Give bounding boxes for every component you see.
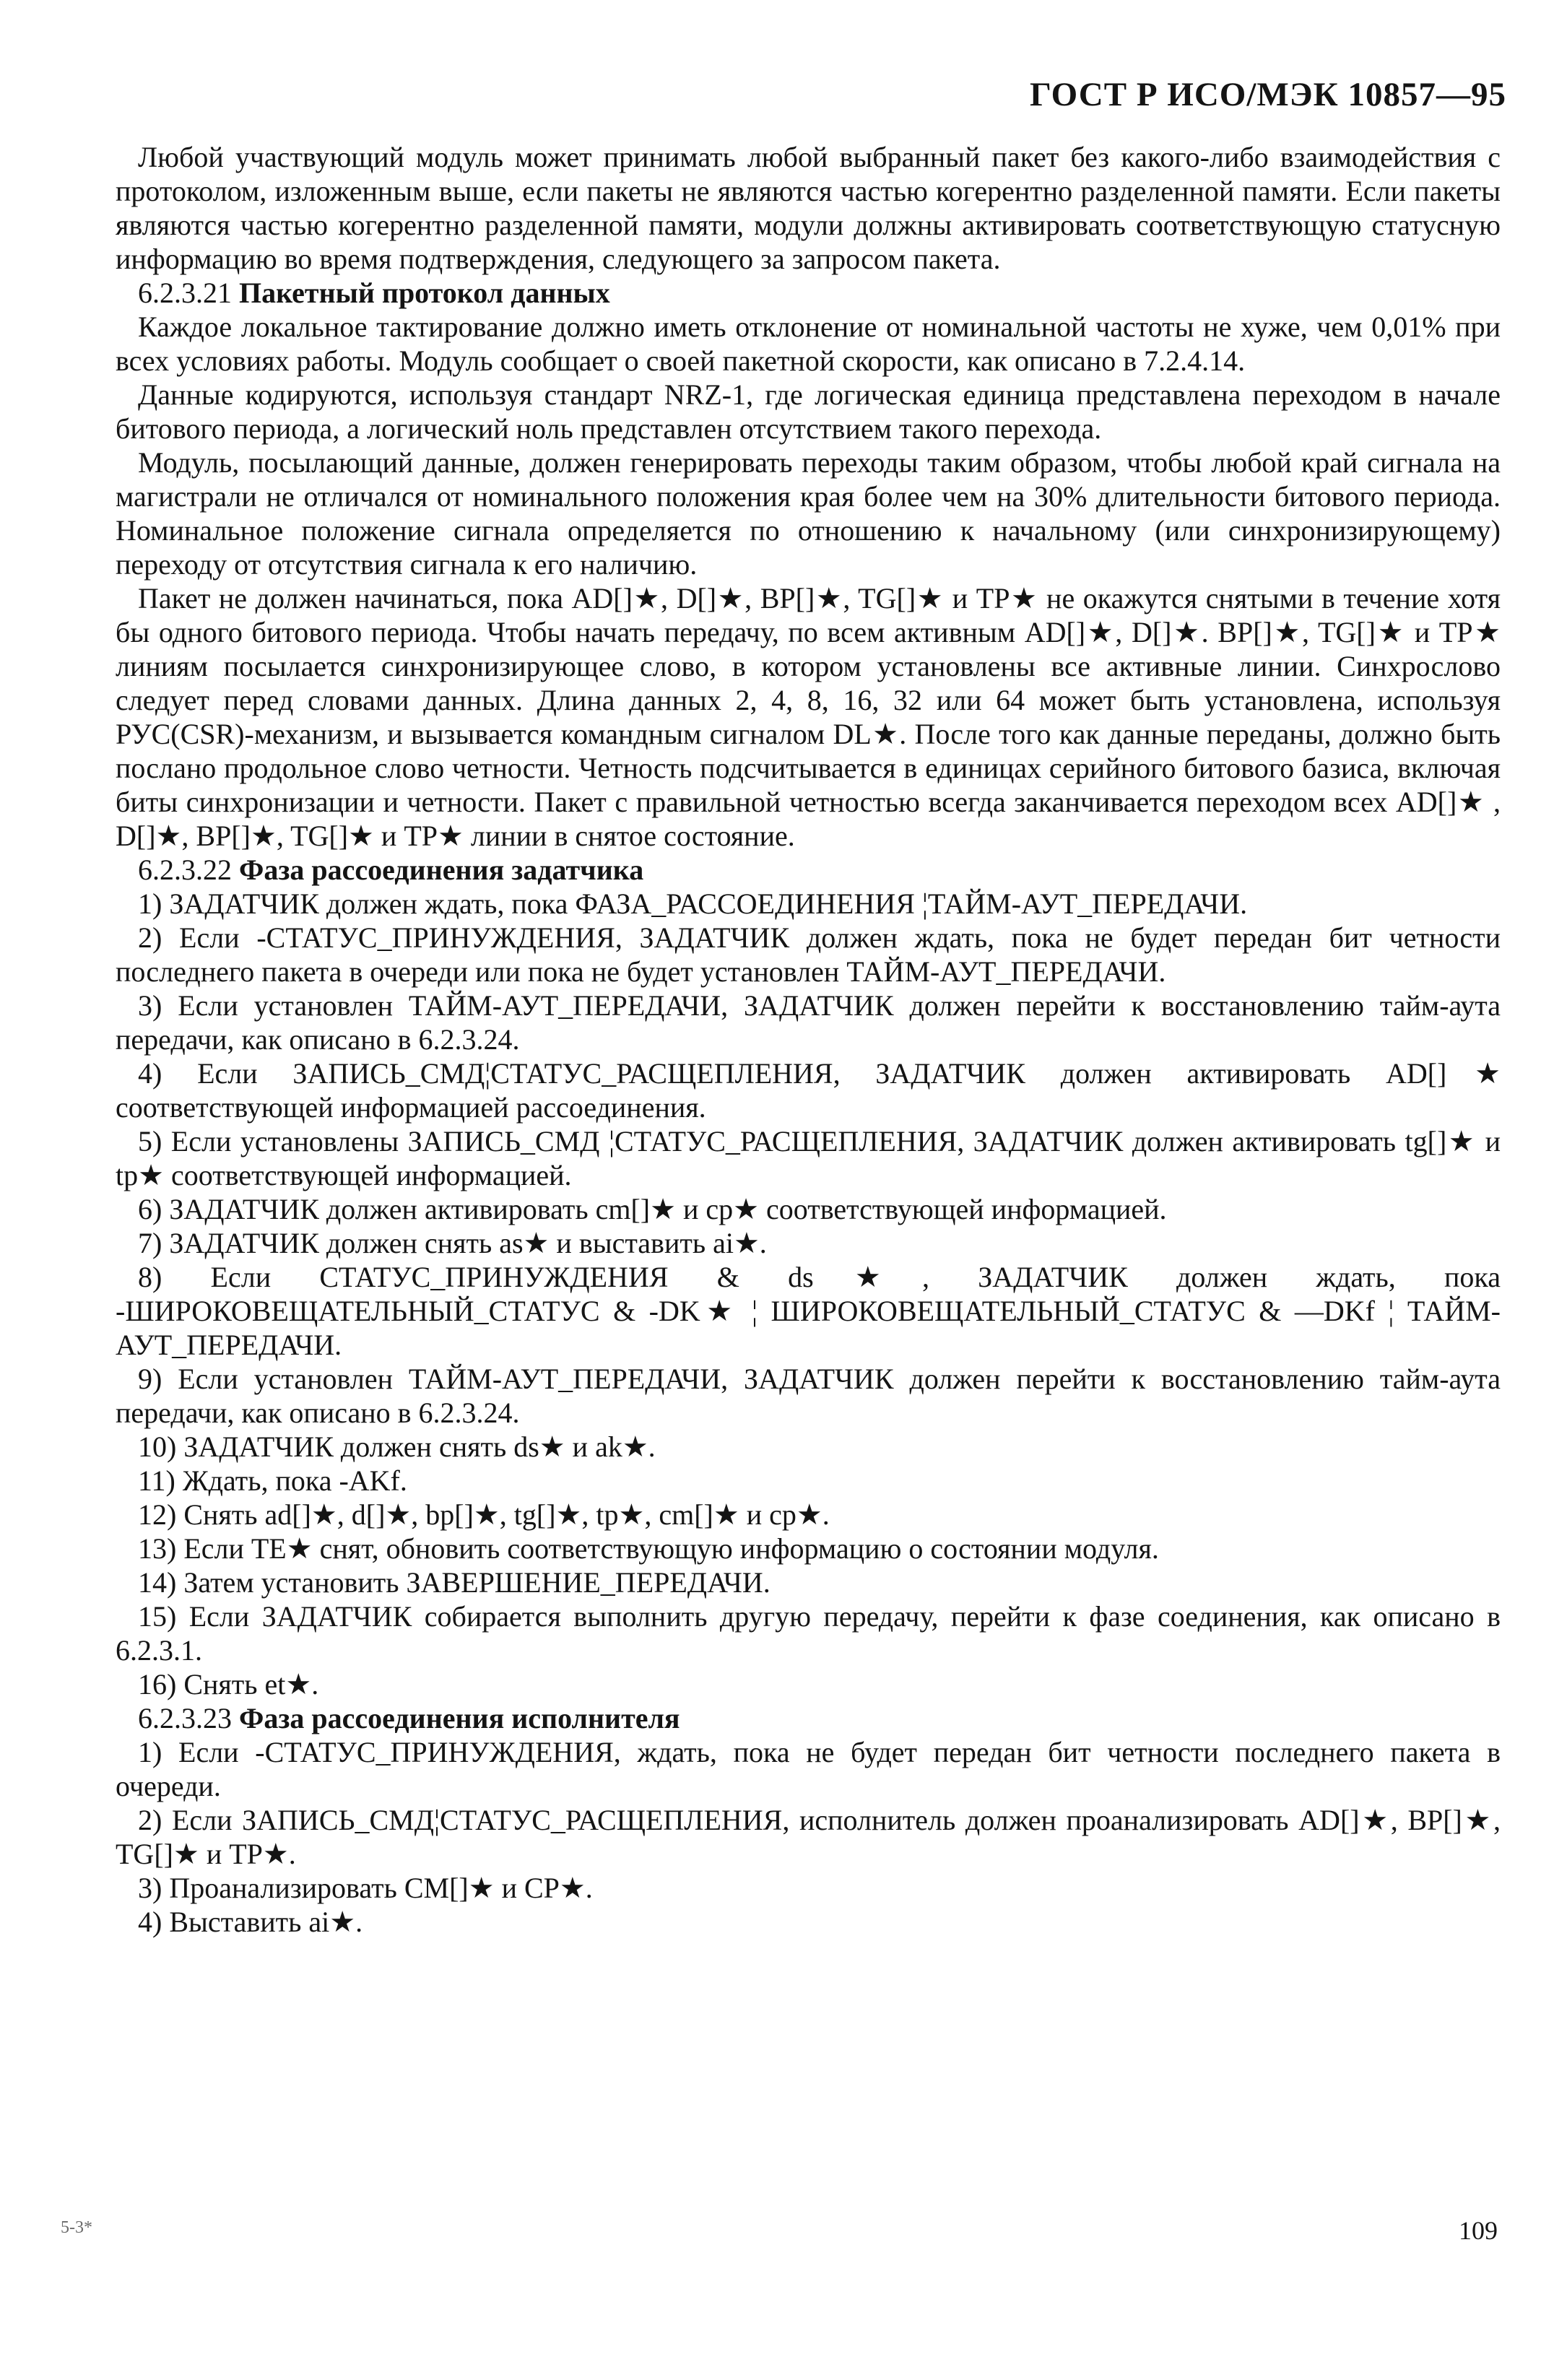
list-item: 8) Если СТАТУС_ПРИНУЖДЕНИЯ & ds★, ЗАДАТЧИК должен ждать, пока -ШИРОКОВЕЩАТЕЛЬНЫЙ_СТАТУС & -DK★ ¦ ШИРОКОВЕЩАТЕЛЬНЫЙ_СТАТУС & —DKf ¦ ТАЙМ-АУТ_ПЕРЕДАЧИ. [116, 1261, 1501, 1361]
page-number: 109 [1459, 2216, 1498, 2245]
section-heading-6-2-3-21 [116, 276, 1501, 310]
list-item: 3) Проанализировать CM[]★ и CP★. [138, 1872, 593, 1904]
list-item: 11) Ждать, пока -AKf. [138, 1464, 407, 1497]
section-title: Фаза рассоединения исполнителя [239, 1702, 680, 1734]
page-body [116, 140, 1501, 1939]
list-item: 4) Если ЗАПИСЬ_СМД¦СТАТУС_РАСЩЕПЛЕНИЯ, ЗАДАТЧИК должен активировать AD[]★ соответствующей информацией рассоединения. [116, 1057, 1501, 1124]
section-number: 6.2.3.21 [138, 277, 232, 309]
paragraph: Данные кодируются, используя стандарт NRZ-1, где логическая единица представлена переходом в начале битового периода, а логический ноль представлен отсутствием такого перехода. [116, 378, 1501, 445]
paragraph: Любой участвующий модуль может принимать любой выбранный пакет без какого-либо взаимодействия с протоколом, изложенным выше, если пакеты не являются частью когерентно разделенной памяти. Если пакеты являются частью когерентно разделенной памяти, модули должны активировать соответствующую статусную информацию во время подтверждения, следующего за запросом пакета. [116, 141, 1501, 275]
list-item: 3) Если установлен ТАЙМ-АУТ_ПЕРЕДАЧИ, ЗАДАТЧИК должен перейти к восстановлению тайм-аута передачи, как описано в 6.2.3.24. [116, 989, 1501, 1056]
list-item: 15) Если ЗАДАТЧИК собирается выполнить другую передачу, перейти к фазе соединения, как описано в 6.2.3.1. [116, 1600, 1501, 1667]
list-item: 14) Затем установить ЗАВЕРШЕНИЕ_ПЕРЕДАЧИ. [138, 1566, 771, 1599]
list-item: 1) Если -СТАТУС_ПРИНУЖДЕНИЯ, ждать, пока не будет передан бит четности последнего пакета в очереди. [116, 1736, 1501, 1802]
list-item: 6) ЗАДАТЧИК должен активировать cm[]★ и cp★ соответствующей информацией. [138, 1193, 1167, 1225]
list-item: 2) Если -СТАТУС_ПРИНУЖДЕНИЯ, ЗАДАТЧИК должен ждать, пока не будет передан бит четности последнего пакета в очереди или пока не будет установлен ТАЙМ-АУТ_ПЕРЕДАЧИ. [116, 921, 1501, 988]
list-item: 4) Выставить ai★. [138, 1906, 363, 1938]
paragraph: Каждое локальное тактирование должно иметь отклонение от номинальной частоты не хуже, чем 0,01% при всех условиях работы. Модуль сообщает о своей пакетной скорости, как описано в 7.2.4.14. [116, 310, 1501, 377]
list-item: 16) Снять et★. [138, 1668, 319, 1701]
section-title: Фаза рассоединения задатчика [239, 854, 644, 886]
list-item: 7) ЗАДАТЧИК должен снять as★ и выставить ai★. [138, 1227, 767, 1259]
list-item: 13) Если TE★ снят, обновить соответствующую информацию о состоянии модуля. [138, 1532, 1159, 1565]
list-item: 10) ЗАДАТЧИК должен снять ds★ и ak★. [138, 1430, 656, 1463]
list-item: 2) Если ЗАПИСЬ_СМД¦СТАТУС_РАСЩЕПЛЕНИЯ, исполнитель должен проанализировать AD[]★, BP[]★, TG[]★ и TP★. [116, 1804, 1501, 1870]
section-title: Пакетный протокол данных [239, 277, 610, 309]
signature-mark: 5-3* [61, 2218, 92, 2237]
section-number: 6.2.3.22 [138, 854, 232, 886]
list-item: 12) Снять ad[]★, d[]★, bp[]★, tg[]★, tp★, cm[]★ и cp★. [138, 1498, 830, 1531]
paragraph: Модуль, посылающий данные, должен генерировать переходы таким образом, чтобы любой край сигнала на магистрали не отличался от номинального положения края более чем на 30% длительности битового периода. Номинальное положение сигнала определяется по отношению к начальному (или синхронизирующему) переходу от отсутствия сигнала к его наличию. [116, 446, 1501, 581]
list-item: 9) Если установлен ТАЙМ-АУТ_ПЕРЕДАЧИ, ЗАДАТЧИК должен перейти к восстановлению тайм-аута передачи, как описано в 6.2.3.24. [116, 1363, 1501, 1429]
section-heading-6-2-3-22 [116, 853, 1501, 887]
section-number: 6.2.3.23 [138, 1702, 232, 1734]
section-heading-6-2-3-23 [116, 1701, 1501, 1735]
page-header-title: ГОСТ Р ИСО/МЭК 10857—95 [1029, 76, 1506, 113]
list-item: 1) ЗАДАТЧИК должен ждать, пока ФАЗА_РАССОЕДИНЕНИЯ ¦ТАЙМ-АУТ_ПЕРЕДАЧИ. [138, 887, 1248, 920]
paragraph: Пакет не должен начинаться, пока AD[]★, D[]★, BP[]★, TG[]★ и TP★ не окажутся снятыми в течение хотя бы одного битового периода. Чтобы начать передачу, по всем активным AD[]★, D[]★. BP[]★, TG[]★ и TP★ линиям посылается синхронизирующее слово, в котором установлены все активные линии. Синхрослово следует перед словами данных. Длина данных 2, 4, 8, 16, 32 или 64 может быть установлена, используя РУС(CSR)-механизм, и вызывается командным сигналом DL★. После того как данные переданы, должно быть послано продольное слово четности. Четность подсчитывается в единицах серийного битового базиса, включая биты синхронизации и четности. Пакет с правильной четностью всегда заканчивается переходом всех AD[]★ , D[]★, BP[]★, TG[]★ и TP★ линии в снятое состояние. [116, 582, 1501, 852]
list-item: 5) Если установлены ЗАПИСЬ_СМД ¦СТАТУС_РАСЩЕПЛЕНИЯ, ЗАДАТЧИК должен активировать tg[]★ и tp★ соответствующей информацией. [116, 1125, 1501, 1191]
